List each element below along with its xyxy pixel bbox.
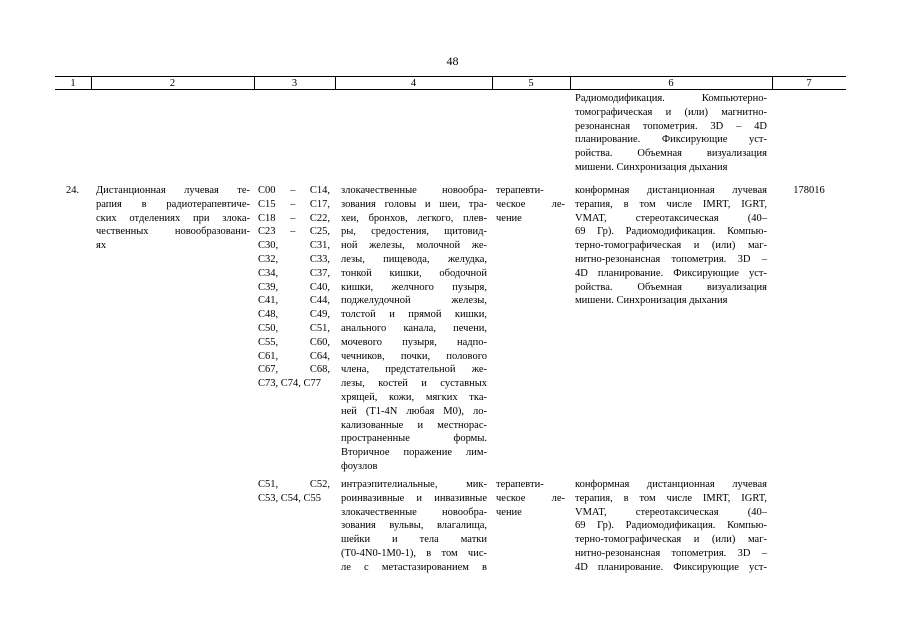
text-line: терапевти-	[496, 185, 544, 196]
code-end: C17,	[309, 198, 330, 210]
code-end: C33,	[309, 253, 330, 265]
code-dash: –	[290, 198, 296, 210]
code-line	[258, 281, 330, 295]
header-column-1: 1	[70, 78, 76, 89]
code-end: C44,	[309, 295, 330, 307]
header-column-6: 6	[668, 78, 674, 89]
text-line: чение	[496, 212, 522, 224]
code-start: C18	[258, 212, 276, 224]
text-line: кишки, желчного пузыря,	[341, 281, 487, 293]
text-line: ческое ле-	[496, 198, 565, 210]
code-start: C23	[258, 226, 276, 238]
text-line: Радиомодификация. Компьютерно-	[575, 93, 767, 104]
text-line: ной железы, молочной же-	[341, 240, 487, 252]
text-line: лезы, пищевода, желудка,	[341, 253, 487, 265]
text-line: кализованные и местнорас-	[341, 419, 487, 431]
code-start: C41,	[258, 295, 279, 307]
text-line: нитно-резонансная топометрия. 3D –	[575, 547, 767, 559]
text-line: чественных новообразовани-	[96, 226, 250, 238]
code-line	[258, 198, 330, 212]
patient-model	[341, 478, 487, 575]
code-end: C60,	[309, 336, 330, 348]
code-start: C30,	[258, 240, 279, 252]
code-line	[258, 322, 330, 336]
text-line: 4D планирование. Фиксирующие уст-	[575, 267, 767, 279]
text-line: злокачественные новообра-	[341, 506, 487, 518]
header-column-7: 7	[806, 78, 812, 89]
code-line	[258, 294, 330, 308]
code-start: C55,	[258, 336, 279, 348]
text-line: ройства. Объемная визуализация	[575, 148, 767, 160]
icd-codes	[258, 184, 330, 391]
text-line: планирование. Фиксирующие уст-	[575, 134, 767, 146]
cost-value: 178016	[793, 185, 825, 196]
text-line: ройства. Объемная визуализация	[575, 281, 767, 293]
text-line: мочевого пузыря, надпо-	[341, 336, 487, 348]
text-line: ры, средостения, щитовид-	[341, 226, 487, 238]
code-line	[258, 267, 330, 281]
text-line: терно-томографическая и (или) маг-	[575, 240, 767, 252]
text-line: VMAT, стереотаксическая (40–	[575, 506, 767, 518]
code-start: C51,	[258, 479, 279, 490]
header-column-2: 2	[169, 78, 176, 89]
code-dash: –	[290, 185, 296, 196]
text-line: фоузлов	[341, 460, 378, 472]
text-line: терапия, в том числе IMRT, IGRT,	[575, 492, 767, 504]
text-line: поджелудочной железы,	[341, 295, 487, 307]
text-line: ле с метастазированием в	[341, 561, 487, 573]
code-end: C52,	[309, 479, 330, 490]
code-start: C39,	[258, 281, 279, 293]
text-line: нитно-резонансная топометрия. 3D –	[575, 253, 767, 265]
header-column-5: 5	[528, 78, 534, 89]
header-column-4: 4	[410, 78, 417, 89]
text-line: 69 Гр). Радиомодификация. Компью-	[575, 520, 767, 532]
text-line: конформная дистанционная лучевая	[575, 185, 767, 196]
text-line: рапия в радиотерапевтиче-	[96, 198, 250, 210]
treatment-method	[575, 478, 767, 575]
icd-codes	[258, 478, 330, 506]
treatment-type	[496, 478, 565, 519]
code-end: C31,	[309, 240, 330, 252]
care-name	[96, 184, 250, 253]
code-end: C64,	[309, 350, 330, 362]
text-line: VMAT, стереотаксическая (40–	[575, 212, 767, 224]
text-line: зования головы и шеи, тра-	[341, 198, 487, 210]
code-end: C14,	[309, 185, 330, 196]
text-line: чение	[496, 506, 522, 518]
treatment-method	[575, 184, 767, 308]
code-end: C49,	[309, 309, 330, 321]
text-line: ских отделениях при злока-	[96, 212, 250, 224]
text-line: конформная дистанционная лучевая	[575, 479, 767, 490]
text-line: ней (T1-4N любая M0), ло-	[341, 405, 487, 417]
text-line: тонкой кишки, ободочной	[341, 267, 487, 279]
code-end: C51,	[309, 322, 330, 334]
code-line	[258, 253, 330, 267]
code-dash: –	[290, 226, 296, 238]
code-start: C32,	[258, 253, 279, 265]
text-line: члена, предстательной же-	[341, 364, 487, 376]
text-line: толстой и прямой кишки,	[341, 309, 487, 321]
text-line: хрящей, кожи, мягких тка-	[341, 391, 487, 403]
continued-method-text	[575, 92, 767, 175]
text-line: мишени. Синхронизация дыхания	[575, 295, 728, 307]
code-end: C25,	[309, 226, 330, 238]
patient-model	[341, 184, 487, 474]
text-line: мишени. Синхронизация дыхания	[575, 161, 728, 173]
code-start: C61,	[258, 350, 279, 362]
page-number: 48	[446, 54, 459, 68]
header-column-3: 3	[291, 78, 298, 89]
text-line: шейки и тела матки	[341, 534, 487, 546]
text-line: резонансная топометрия. 3D – 4D	[575, 120, 767, 132]
text-line: зования вульвы, влагалища,	[341, 520, 487, 532]
text-line: томографическая и (или) магнитно-	[575, 106, 767, 118]
code-start: C34,	[258, 267, 279, 279]
text-line: пространенные формы.	[341, 433, 487, 445]
text-line: 69 Гр). Радиомодификация. Компью-	[575, 226, 767, 238]
text-line: терапия, в том числе IMRT, IGRT,	[575, 198, 767, 210]
code-start: C50,	[258, 322, 279, 334]
treatment-type	[496, 184, 565, 225]
text-line: ческое ле-	[496, 492, 565, 504]
code-line: C53, C54, C55	[258, 492, 322, 504]
code-line	[258, 184, 330, 198]
code-line: C73, C74, C77	[258, 378, 322, 390]
text-line: анального канала, печени,	[341, 322, 487, 334]
text-line: лезы, костей и суставных	[341, 378, 487, 390]
code-dash: –	[290, 212, 296, 224]
row-number: 24.	[66, 185, 80, 196]
code-end: C40,	[309, 281, 330, 293]
code-line	[258, 478, 330, 492]
code-line	[258, 308, 330, 322]
code-line	[258, 350, 330, 364]
code-line	[258, 225, 330, 239]
text-line: (T0-4N0-1M0-1), в том чис-	[341, 547, 487, 559]
code-line	[258, 336, 330, 350]
code-start: C15	[258, 198, 276, 210]
text-line: терно-томографическая и (или) маг-	[575, 534, 767, 546]
code-line	[258, 363, 330, 377]
text-line: Дистанционная лучевая те-	[96, 185, 250, 196]
text-line: Вторичное поражение лим-	[341, 447, 487, 459]
text-line: терапевти-	[496, 479, 544, 490]
text-line: чечников, почки, полового	[341, 350, 487, 362]
text-line: хеи, бронхов, легкого, плев-	[341, 212, 487, 224]
text-line: 4D планирование. Фиксирующие уст-	[575, 561, 767, 573]
code-start: C00	[258, 185, 276, 196]
code-line	[258, 212, 330, 226]
header-top-rule	[55, 76, 846, 77]
code-end: C68,	[309, 364, 330, 376]
code-start: C67,	[258, 364, 279, 376]
code-start: C48,	[258, 309, 279, 321]
code-end: C37,	[309, 267, 330, 279]
text-line: интраэпителиальные, мик-	[341, 479, 487, 490]
code-line	[258, 239, 330, 253]
text-line: роинвазивные и инвазивные	[341, 492, 487, 504]
code-end: C22,	[309, 212, 330, 224]
text-line: злокачественные новообра-	[341, 185, 487, 196]
text-line: ях	[96, 240, 107, 252]
